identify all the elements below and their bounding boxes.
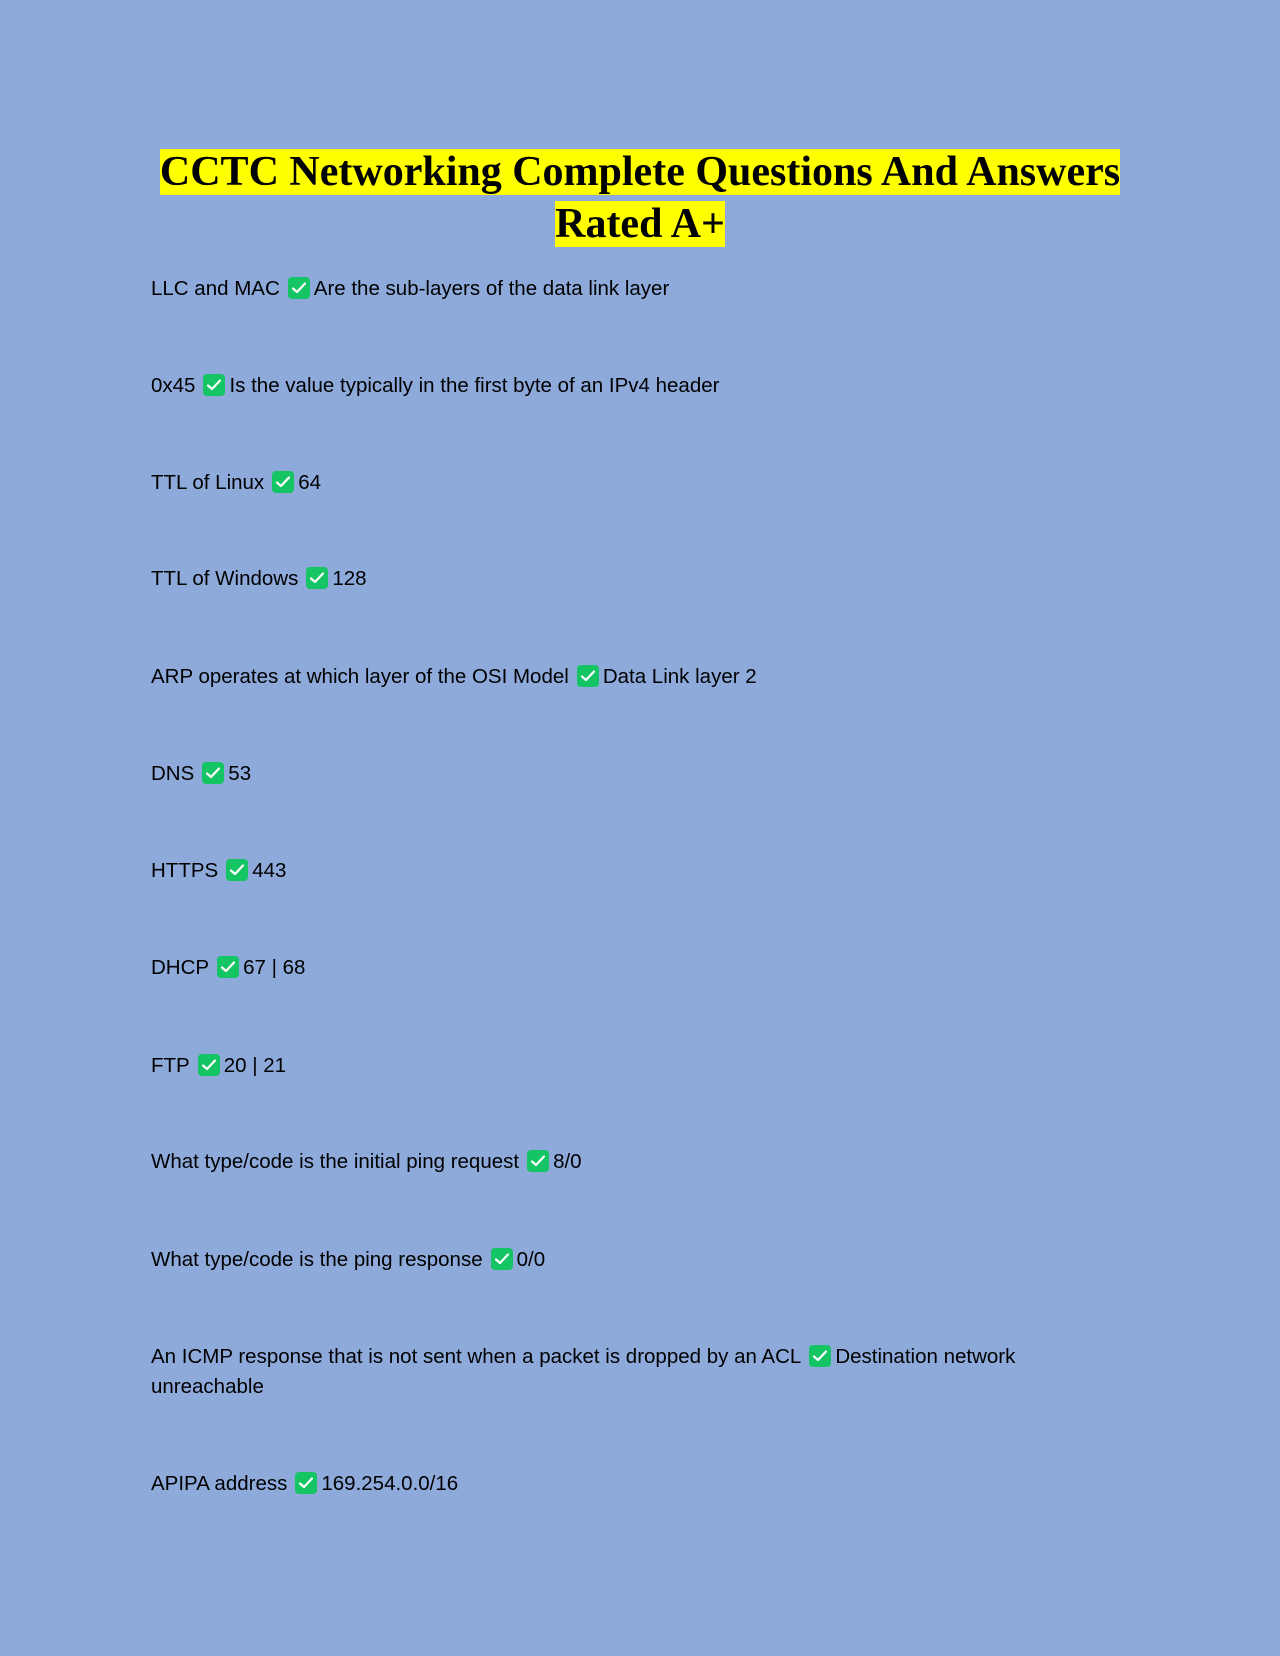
check-mark-icon: [198, 1054, 220, 1076]
check-mark-icon: [203, 374, 225, 396]
question-text: 0x45: [151, 374, 196, 397]
check-mark-icon: [202, 762, 224, 784]
check-mark-icon: [306, 567, 328, 589]
answer-text: Destination network unreachable: [151, 1345, 1016, 1398]
answer-text: 443: [252, 859, 287, 882]
qa-item: [151, 468, 1091, 498]
question-text: HTTPS: [151, 859, 219, 882]
answer-text: 20 | 21: [223, 1054, 287, 1077]
question-text: TTL of Windows: [151, 567, 299, 590]
check-mark-icon: [577, 665, 599, 687]
check-mark-icon: [809, 1345, 831, 1367]
answer-text: 67 | 68: [243, 956, 306, 979]
answer-text: 128: [332, 567, 367, 590]
qa-item: [151, 1147, 1091, 1177]
qa-item: [151, 856, 1091, 886]
question-text: DHCP: [151, 956, 210, 979]
question-text: What type/code is the ping response: [151, 1248, 483, 1271]
answer-text: 169.254.0.0/16: [321, 1472, 459, 1495]
qa-item: [151, 1469, 1091, 1499]
answer-text: 64: [298, 471, 321, 494]
answer-text: Data Link layer 2: [602, 665, 757, 688]
answer-text: Are the sub-layers of the data link layer: [313, 277, 670, 300]
qa-item: [151, 662, 1091, 692]
title-line-2: Rated A+: [555, 201, 725, 247]
question-text: APIPA address: [151, 1472, 288, 1495]
qa-item: [151, 564, 1091, 594]
question-text: TTL of Linux: [151, 471, 265, 494]
check-mark-icon: [527, 1150, 549, 1172]
check-mark-icon: [217, 956, 239, 978]
page-title: [150, 146, 1130, 250]
qa-item: [151, 1245, 1091, 1275]
check-mark-icon: [295, 1472, 317, 1494]
answer-text: Is the value typically in the first byte of an IPv4 header: [229, 374, 720, 397]
answer-text: 53: [228, 762, 252, 785]
question-text: What type/code is the initial ping request: [151, 1150, 520, 1173]
qa-item: [151, 759, 1091, 789]
question-text: An ICMP response that is not sent when a packet is dropped by an ACL: [151, 1345, 802, 1368]
question-text: FTP: [151, 1054, 190, 1077]
qa-item: [151, 1342, 1091, 1402]
qa-item: [151, 371, 1091, 401]
qa-item: [151, 1051, 1091, 1081]
check-mark-icon: [272, 471, 294, 493]
check-mark-icon: [491, 1248, 513, 1270]
answer-text: 0/0: [516, 1248, 546, 1271]
question-text: LLC and MAC: [151, 277, 280, 300]
qa-item: [151, 953, 1091, 983]
question-text: DNS: [151, 762, 195, 785]
check-mark-icon: [288, 277, 310, 299]
title-line-1: CCTC Networking Complete Questions And Answers: [159, 149, 1121, 195]
qa-item: [151, 274, 1091, 304]
check-mark-icon: [226, 859, 248, 881]
question-text: ARP operates at which layer of the OSI Model: [151, 665, 569, 688]
answer-text: 8/0: [553, 1150, 582, 1173]
